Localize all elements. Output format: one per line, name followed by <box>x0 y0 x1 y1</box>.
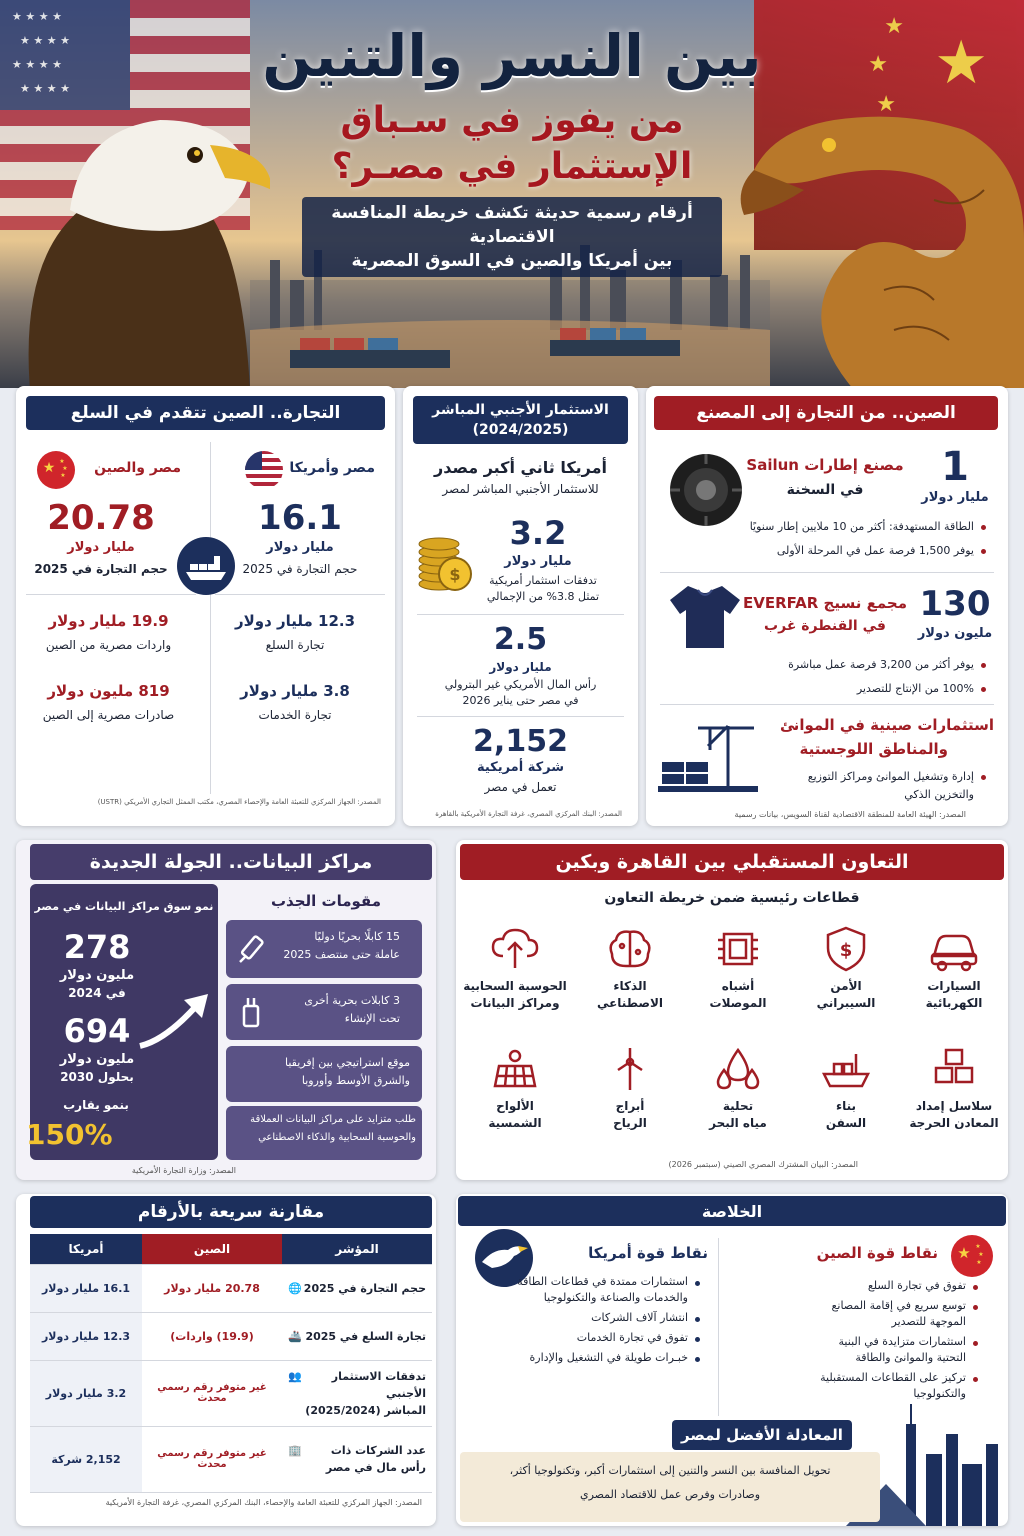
sector-critical-minerals <box>906 1046 1002 1132</box>
factory-item2-title-a: مجمع نسيج EVERFAR <box>742 594 908 612</box>
sector-semiconductors <box>690 926 786 1012</box>
svg-text:$: $ <box>839 940 853 961</box>
trade-us-unit: مليار دولار <box>266 540 334 555</box>
comparison-header: مقارنة سريعة بالأرقام <box>30 1196 432 1228</box>
svg-text:★: ★ <box>957 1244 971 1262</box>
trade-us-services: 3.8 مليار دولار <box>240 682 350 700</box>
fdi-value3-desc: تعمل في مصر <box>484 780 557 794</box>
sector-shipbuilding <box>798 1046 894 1132</box>
factory-item2-bullet: يوفر أكثر من 3,200 فرصة عمل مباشرة <box>738 656 988 674</box>
factory-item2-unit: مليون دولار <box>917 626 993 641</box>
trade-us-desc: حجم التجارة في 2025 <box>242 562 358 576</box>
divider <box>718 1238 719 1416</box>
fdi-value3: 2,152 <box>473 724 568 759</box>
sector-label: الألواح <box>496 1099 534 1113</box>
datacenters-header: مراكز البيانات.. الجولة الجديدة <box>30 844 432 880</box>
trade-cn-exports-desc: صادرات مصرية إلى الصين <box>42 708 175 722</box>
chip-icon <box>712 926 764 972</box>
row-usa-value: 2,152 شركة <box>30 1426 142 1492</box>
china-flag-icon <box>950 1234 994 1278</box>
trade-cn-exports: 819 مليون دولار <box>47 682 170 700</box>
sector-label: بناء <box>835 1099 857 1113</box>
cable-icon <box>234 932 268 966</box>
datacenters-value1-year: في 2024 <box>68 986 126 1000</box>
summary-usa-title: نقاط قوة أمريكا <box>588 1244 708 1262</box>
trade-cn-total: 20.78 <box>47 498 155 538</box>
trade-us-label: مصر وأمريكا <box>289 460 375 476</box>
fdi-header-line2: (2024/2025) <box>472 422 569 438</box>
datacenters-growth-pct: 150% <box>26 1118 113 1151</box>
sector-label: الكهربائية <box>925 996 983 1010</box>
sector-wind <box>582 1046 678 1132</box>
sector-label: المعادن الحرجة <box>909 1116 999 1130</box>
cargo-ship-icon <box>176 536 236 596</box>
divider <box>210 442 211 794</box>
datacenters-factor-text: طلب متزايد على مراكز البيانات العملاقة <box>250 1114 416 1125</box>
svg-text:★: ★ <box>976 1259 982 1266</box>
cooperation-header: التعاون المستقبلي بين القاهرة وبكين <box>460 844 1004 880</box>
port-crane-icon <box>658 716 758 796</box>
water-drops-icon <box>712 1046 764 1092</box>
divider <box>660 704 994 705</box>
fdi-lead-b: للاستثمار الأجنبي المباشر لمصر <box>442 482 599 496</box>
divider <box>417 716 624 717</box>
row-china-value: غير متوفر رقم رسمي محدث <box>142 1360 282 1426</box>
row-indicator-text: تجارة السلع في 2025 <box>305 1329 426 1343</box>
sector-cloud <box>460 926 570 1012</box>
sector-solar <box>460 1046 570 1132</box>
trade-us-total: 16.1 <box>258 498 342 538</box>
trade-us-goods: 12.3 مليار دولار <box>234 612 356 630</box>
row-indicator <box>282 1360 432 1426</box>
sector-label: أشباه <box>721 979 755 993</box>
datacenters-factor-text: عاملة حتى منتصف 2025 <box>283 948 400 961</box>
hero-box-line2: بين أمريكا والصين في السوق المصرية <box>351 251 673 271</box>
datacenters-source: المصدر: وزارة التجارة الأمريكية <box>131 1166 236 1175</box>
fdi-value2-desc-a: رأس المال الأمريكي غير البترولي <box>444 678 597 691</box>
hero-banner <box>0 0 1024 388</box>
china-flag-icon <box>36 450 76 490</box>
fdi-header-line1: الاستثمار الأجنبي المباشر <box>432 402 609 418</box>
factory-item1-title-a: مصنع إطارات Sailun <box>746 456 904 474</box>
ship-icon: 🚢 <box>288 1329 302 1343</box>
row-indicator <box>282 1426 432 1492</box>
comparison-table <box>30 1234 432 1493</box>
fdi-value1: 3.2 <box>509 514 567 552</box>
comparison-card <box>16 1194 436 1526</box>
fdi-value1-unit: مليار دولار <box>504 554 572 569</box>
trade-us-goods-desc: تجارة السلع <box>265 638 325 652</box>
shield-dollar-icon <box>820 926 872 972</box>
col-china: الصين <box>142 1234 282 1264</box>
datacenters-value2-year: بحلول 2030 <box>60 1070 134 1084</box>
investment-icon: 👥 <box>288 1369 302 1383</box>
factory-item1-bullet: الطاقة المستهدفة: أكثر من 10 ملايين إطار سنويًا <box>738 518 988 536</box>
factory-item1-title-b: في السخنة <box>786 482 864 498</box>
fdi-value3-unit: شركة أمريكية <box>476 760 565 775</box>
sector-label: الأمن <box>830 979 862 993</box>
sector-label: الحوسبة السحابية <box>463 979 567 993</box>
sector-label: تحلية <box>722 1099 754 1113</box>
row-usa-value: 12.3 مليار دولار <box>30 1312 142 1360</box>
summary-card <box>456 1194 1008 1526</box>
factory-item1-value: 1 <box>941 444 969 490</box>
car-icon <box>928 926 980 972</box>
summary-usa-point: انتشار آلاف الشركات <box>516 1310 702 1326</box>
wind-turbine-icon <box>604 1046 656 1092</box>
sector-label: السفن <box>825 1116 867 1130</box>
trade-card <box>16 386 395 826</box>
sector-electric-cars <box>906 926 1002 1012</box>
svg-text:★: ★ <box>42 460 56 476</box>
factory-item2-bullet: 100% من الإنتاج للتصدير <box>738 680 988 698</box>
datacenters-factor-text: موقع استراتيجي بين إفريقيا <box>285 1056 410 1069</box>
dragon-image <box>734 40 1024 388</box>
svg-text:★: ★ <box>975 1243 981 1250</box>
trade-header: التجارة.. الصين تتقدم في السلع <box>26 396 385 430</box>
table-row <box>30 1264 432 1312</box>
svg-text:★: ★ <box>60 472 66 479</box>
china-flag-image: ★ ★ ★ ★ <box>754 0 1024 250</box>
row-indicator-text: عدد الشركات ذات <box>330 1444 426 1457</box>
sector-label: ومراكز البيانات <box>470 996 560 1010</box>
row-indicator-text: رأس مال في مصر <box>325 1461 426 1474</box>
divider <box>417 614 624 615</box>
fdi-lead-a: أمريكا ثاني أكبر مصدر <box>434 458 607 477</box>
datacenters-growth-text: بنمو يقارب <box>63 1098 129 1112</box>
globe-icon: 🌐 <box>288 1281 302 1295</box>
fdi-value2: 2.5 <box>493 622 548 657</box>
row-indicator-text: المباشر (2025/2024) <box>305 1403 426 1417</box>
datacenters-factor-text: 3 كابلات بحرية أخرى <box>304 994 400 1007</box>
datacenters-factors-header: مقومات الجذب <box>270 892 382 910</box>
hero-box-line1: أرقام رسمية حديثة تكشف خريطة المنافسة الاقتصادية <box>331 203 693 247</box>
datacenters-growth-label: نمو سوق مراكز البيانات في مصر <box>34 900 214 913</box>
svg-text:★: ★ <box>62 465 68 472</box>
coins-icon <box>415 522 473 592</box>
hero-subtitle-line1: من يفوز في سـباق <box>340 100 684 141</box>
row-indicator-text: حجم التجارة في 2025 <box>303 1281 426 1295</box>
growth-arrow-icon <box>136 990 216 1050</box>
row-china-value: غير متوفر رقم رسمي محدث <box>142 1426 282 1492</box>
hero-subtitle <box>0 98 1024 190</box>
fdi-value1-desc-a: تدفقات استثمار أمريكية <box>489 574 597 587</box>
sector-cybersecurity <box>798 926 894 1012</box>
table-row <box>30 1426 432 1492</box>
trade-cn-label: مصر والصين <box>94 460 181 476</box>
solar-panel-icon <box>489 1046 541 1092</box>
summary-equation-box <box>460 1452 880 1522</box>
brain-icon <box>604 926 656 972</box>
col-usa: أمريكا <box>30 1234 142 1264</box>
datacenters-factor-text: والحوسبة السحابية والذكاء الاصطناعي <box>258 1132 416 1143</box>
summary-china-point: تركيز على القطاعات المستقبلية والتكنولوجيا <box>810 1370 980 1402</box>
ship-icon <box>820 1046 872 1092</box>
summary-china-point: تفوق في تجارة السلع <box>810 1278 980 1294</box>
hero-description-box <box>302 197 722 277</box>
summary-usa-point: تفوق في تجارة الخدمات <box>516 1330 702 1346</box>
sector-label: الشمسية <box>488 1116 542 1130</box>
factory-item2-bullets <box>738 656 988 698</box>
factory-item3-title-a: استثمارات صينية في الموانئ <box>779 716 994 734</box>
summary-equation-line1: تحويل المنافسة بين النسر والتنين إلى استثمارات أكبر، وتكنولوجيا أكثر، <box>509 1464 831 1477</box>
svg-text:★: ★ <box>978 1251 984 1258</box>
factory-item1-bullets <box>738 518 988 560</box>
trade-cn-desc: حجم التجارة في 2025 <box>34 562 168 576</box>
svg-text:★: ★ <box>59 458 65 465</box>
sector-label: السيبراني <box>816 996 876 1010</box>
hero-title: بين النسر والتنين <box>262 22 762 90</box>
datacenters-card <box>16 840 436 1180</box>
fdi-value1-desc-b: تمثل 3.8% من الإجمالي <box>486 590 600 603</box>
cable-connector-icon <box>236 994 266 1030</box>
summary-china-title: نقاط قوة الصين <box>816 1244 938 1262</box>
summary-china-point: توسع سريع في إقامة المصانع الموجهة للتصدير <box>810 1298 980 1330</box>
row-china-value: 20.78 مليار دولار <box>142 1264 282 1312</box>
us-flag-image: ★ ★ ★ ★ ★ ★ ★ ★ ★ ★ ★ ★ ★ ★ ★ ★ <box>0 0 250 230</box>
summary-china-point: استثمارات متزايدة في البنية التحتية والموانئ والطاقة <box>810 1334 980 1366</box>
cooperation-subheader: قطاعات رئيسية ضمن خريطة التعاون <box>604 890 860 906</box>
svg-text:$: $ <box>449 565 461 584</box>
datacenters-factor-text: تحت الإنشاء <box>344 1012 400 1025</box>
factory-header: الصين.. من التجارة إلى المصنع <box>654 396 998 430</box>
factory-card <box>646 386 1008 826</box>
factory-item3-bullet: إدارة وتشغيل الموانئ ومراكز التوزيع والتخزين الذكي <box>776 768 988 804</box>
cloud-upload-icon <box>489 926 541 972</box>
summary-equation-line2: وصادرات وفرص عمل للاقتصاد المصري <box>579 1488 761 1501</box>
sector-ai <box>582 926 678 1012</box>
fdi-value2-unit: مليار دولار <box>489 660 552 674</box>
factory-item2-title-b: في القنطرة غرب <box>764 618 886 634</box>
datacenters-value1-unit: مليون دولار <box>59 968 135 983</box>
divider <box>660 572 994 573</box>
trade-us-services-desc: تجارة الخدمات <box>258 708 332 722</box>
divider <box>26 594 196 595</box>
comparison-source: المصدر: الجهاز المركزي للتعبئة العامة والإحصاء، البنك المركزي المصري، غرفة التجارة الأمريكية <box>105 1498 422 1507</box>
trade-cn-imports: 19.9 مليار دولار <box>48 612 169 630</box>
trade-cn-unit: مليار دولار <box>67 540 135 555</box>
row-china-value: (19.9) واردات) <box>142 1312 282 1360</box>
summary-usa-points <box>516 1274 702 1366</box>
factory-item2-value: 130 <box>919 584 991 624</box>
cooperation-source: المصدر: البيان المشترك المصري الصيني (سبتمبر 2026) <box>668 1160 858 1169</box>
building-icon: 🏢 <box>288 1444 302 1457</box>
sector-label: السيارات <box>927 979 981 993</box>
col-indicator: المؤشر <box>282 1234 432 1264</box>
row-indicator-text: تدفقات الاستثمار الأجنبي <box>331 1369 426 1400</box>
datacenters-value2: 694 <box>63 1012 131 1050</box>
sector-label: أبراج <box>615 1099 645 1113</box>
datacenters-factor-text: والشرق الأوسط وأوروبا <box>301 1074 410 1087</box>
sector-desalination <box>690 1046 786 1132</box>
table-row <box>30 1360 432 1426</box>
sector-label: الرياح <box>613 1116 647 1130</box>
us-flag-icon <box>244 450 284 490</box>
trade-cn-imports-desc: واردات مصرية من الصين <box>45 638 172 652</box>
row-usa-value: 3.2 مليار دولار <box>30 1360 142 1426</box>
sector-label: مياه البحر <box>709 1116 767 1130</box>
summary-usa-point: خبـرات طويلة في التشغيل والإدارة <box>516 1350 702 1366</box>
tire-icon <box>666 450 746 530</box>
row-indicator <box>282 1264 432 1312</box>
fdi-source: المصدر: البنك المركزي المصري، غرفة التجارة الأمريكية بالقاهرة <box>435 810 622 818</box>
table-row <box>30 1312 432 1360</box>
divider <box>215 594 385 595</box>
cooperation-card <box>456 840 1008 1180</box>
factory-item3-title-b: والمناطق اللوجستية <box>799 740 948 758</box>
fdi-header <box>413 396 628 444</box>
sector-label: سلاسل إمداد <box>915 1099 993 1113</box>
fdi-value2-desc-b: في مصر حتى يناير 2026 <box>462 694 579 707</box>
shirt-icon <box>668 582 742 652</box>
factory-source: المصدر: الهيئة العامة للمنطقة الاقتصادية لقناة السويس، بيانات رسمية <box>734 810 966 819</box>
factory-item1-bullet: يوفر 1,500 فرصة عمل في المرحلة الأولى <box>738 542 988 560</box>
trade-source: المصدر: الجهاز المركزي للتعبئة العامة والإحصاء المصري، مكتب الممثل التجاري الأمريكي (USTR) <box>97 798 381 806</box>
datacenters-factor-text: 15 كابلًا بحريًا دوليًا <box>314 930 400 943</box>
cubes-icon <box>928 1046 980 1092</box>
summary-equation-title: المعادلة الأفضل لمصر <box>672 1420 852 1450</box>
row-usa-value: 16.1 مليار دولار <box>30 1264 142 1312</box>
factory-item3-bullets <box>776 768 988 804</box>
datacenters-value2-unit: مليون دولار <box>59 1052 135 1067</box>
sector-label: الذكاء <box>613 979 647 993</box>
summary-header: الخلاصة <box>458 1196 1006 1226</box>
factory-item1-unit: مليار دولار <box>921 490 989 505</box>
sector-label: الموصلات <box>709 996 767 1010</box>
datacenters-value1: 278 <box>63 928 131 966</box>
hero-subtitle-line2: الإستثمار في مصـر؟ <box>331 146 693 187</box>
sector-label: الاصطناعي <box>596 996 664 1010</box>
row-indicator <box>282 1312 432 1360</box>
summary-usa-point: استثمارات ممتدة في قطاعات الطاقة والخدمات والصناعة والتكنولوجيا <box>516 1274 702 1306</box>
fdi-card <box>403 386 638 826</box>
